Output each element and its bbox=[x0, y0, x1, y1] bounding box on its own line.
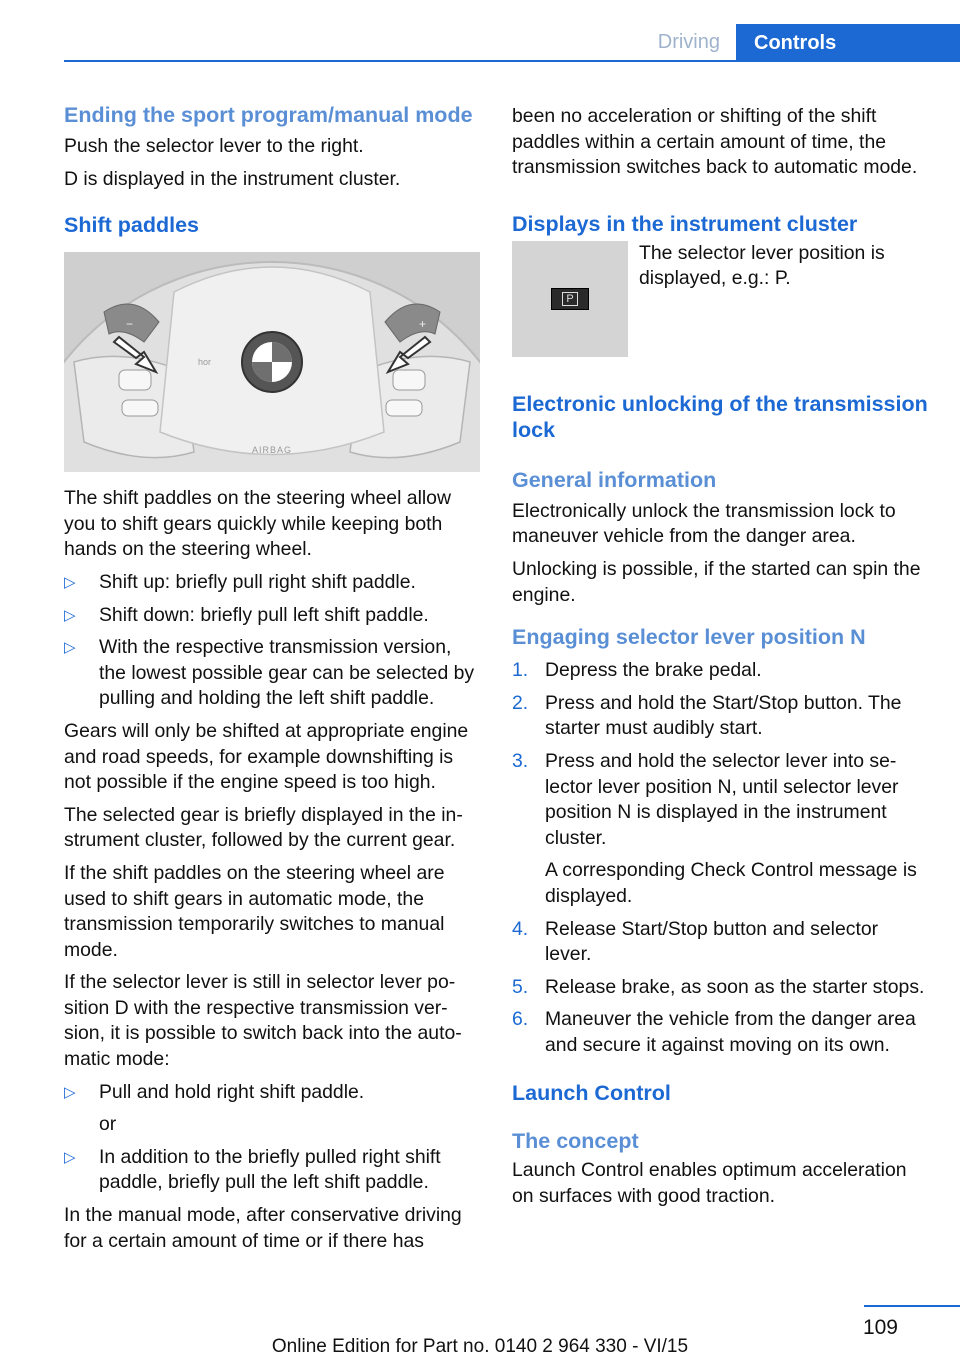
paragraph-selected-gear: The selected gear is briefly displayed in the in-strument cluster, followed by the current gear. bbox=[64, 803, 463, 852]
triangle-bullet-icon: ▷ bbox=[64, 606, 76, 624]
right-paddle-label: + bbox=[419, 317, 427, 332]
left-column bbox=[64, 100, 480, 1261]
footer-rule bbox=[864, 1305, 960, 1307]
list-item: 3. Press and hold the selector lever into se-lector lever position N, until selector lever position N is displayed in the instrument cluster. A corresponding Check Control message is displayed. bbox=[512, 749, 917, 907]
heading-ending-sport-program: Ending the sport program/manual mode bbox=[64, 103, 473, 127]
instrument-cluster-figure bbox=[512, 241, 628, 357]
triangle-bullet-icon: ▷ bbox=[64, 573, 76, 591]
list-item: 1. Depress the brake pedal. bbox=[512, 659, 762, 682]
paragraph-general-1: Electronically unlock the transmission lock to maneuver vehicle from the danger area. bbox=[512, 499, 896, 548]
footer-edition: Online Edition for Part no. 0140 2 964 330 - VI/15 bbox=[271, 1336, 689, 1357]
paragraph-general-2: Unlocking is possible, if the started can spin the engine. bbox=[512, 557, 921, 606]
gear-indicator-box bbox=[551, 288, 589, 310]
paragraph-shift-intro: The shift paddles on the steering wheel allow you to shift gears quickly while keeping both hands on the steering wheel. bbox=[64, 487, 451, 561]
heading-electronic-unlocking: Electronic unlocking of the transmission lock bbox=[512, 391, 928, 442]
paragraph-manual-mode: In the manual mode, after conservative driving for a certain amount of time or if there has bbox=[64, 1204, 462, 1252]
paragraph-gears: Gears will only be shifted at appropriate engine and road speeds, for example downshifting is not possible if the engine speed is too high. bbox=[64, 719, 469, 794]
horn-label: hor bbox=[198, 357, 212, 368]
gear-letter: P bbox=[562, 292, 578, 306]
list-item: ▷ Shift up: briefly pull right shift paddle. bbox=[64, 570, 480, 596]
header-chapter-tab: Controls bbox=[736, 24, 960, 62]
paragraph-d-displayed: D is displayed in the instrument cluster. bbox=[64, 167, 401, 190]
header-rule bbox=[64, 60, 960, 62]
page-number: 109 bbox=[862, 1316, 898, 1339]
left-paddle-label: − bbox=[126, 317, 134, 332]
heading-launch-control: Launch Control bbox=[512, 1081, 671, 1106]
list-item: ▷ With the respective transmission version, the lowest possible gear can be selected by pulling and holding the left shift paddle. bbox=[64, 636, 475, 710]
heading-displays-cluster: Displays in the instrument cluster bbox=[512, 211, 858, 236]
numbered-steps bbox=[512, 658, 928, 1058]
triangle-bullet-icon: ▷ bbox=[64, 1083, 76, 1101]
heading-shift-paddles: Shift paddles bbox=[64, 213, 199, 238]
list-item: 5. Release brake, as soon as the starter stops. bbox=[512, 975, 925, 998]
bullet-list-auto bbox=[64, 1080, 480, 1196]
paragraph-push-selector: Push the selector lever to the right. bbox=[64, 135, 364, 157]
bullet-list-shift bbox=[64, 570, 480, 712]
paragraph-auto-mode: If the shift paddles on the steering wheel are used to shift gears in automatic mode, the transmission temporarily switches to manual mode. bbox=[64, 861, 445, 961]
heading-general-information: General information bbox=[512, 467, 717, 492]
right-column bbox=[512, 104, 928, 1217]
triangle-bullet-icon: ▷ bbox=[64, 639, 76, 657]
heading-engaging-n: Engaging selector lever position N bbox=[512, 625, 866, 650]
heading-the-concept: The concept bbox=[512, 1129, 639, 1154]
cluster-display-row bbox=[512, 241, 928, 391]
paragraph-selector-still: If the selector lever is still in selector lever po-sition D with the respective transmission ver-sion, it is possible to switch back into the auto-matic mode: bbox=[64, 971, 462, 1071]
list-item: ▷ Shift down: briefly pull left shift paddle. bbox=[64, 603, 480, 629]
airbag-label: AIRBAG bbox=[252, 445, 293, 456]
paragraph-continued: been no acceleration or shifting of the shift paddles within a certain amount of time, the transmission switches back to automatic mode. bbox=[512, 105, 918, 179]
list-item: 6. Maneuver the vehicle from the danger area and secure it against moving on its own. bbox=[512, 1008, 916, 1056]
paragraph-concept: Launch Control enables optimum acceleration on surfaces with good traction. bbox=[512, 1159, 907, 1208]
triangle-bullet-icon: ▷ bbox=[64, 1148, 76, 1166]
list-item: 2. Press and hold the Start/Stop button. The starter must audibly start. bbox=[512, 691, 902, 740]
header-section-label: Driving bbox=[657, 31, 720, 53]
page-header bbox=[0, 0, 960, 64]
steering-wheel-figure bbox=[64, 252, 480, 472]
list-item: ▷ Pull and hold right shift paddle. bbox=[64, 1080, 480, 1106]
list-item-or: or bbox=[99, 1113, 117, 1136]
cluster-description: The selector lever position is displayed, e.g.: P. bbox=[639, 241, 885, 290]
list-item: 4. Release Start/Stop button and selector lever. bbox=[512, 917, 879, 966]
list-item: ▷ In addition to the briefly pulled right shift paddle, briefly pull the left shift paddle. bbox=[64, 1145, 441, 1194]
